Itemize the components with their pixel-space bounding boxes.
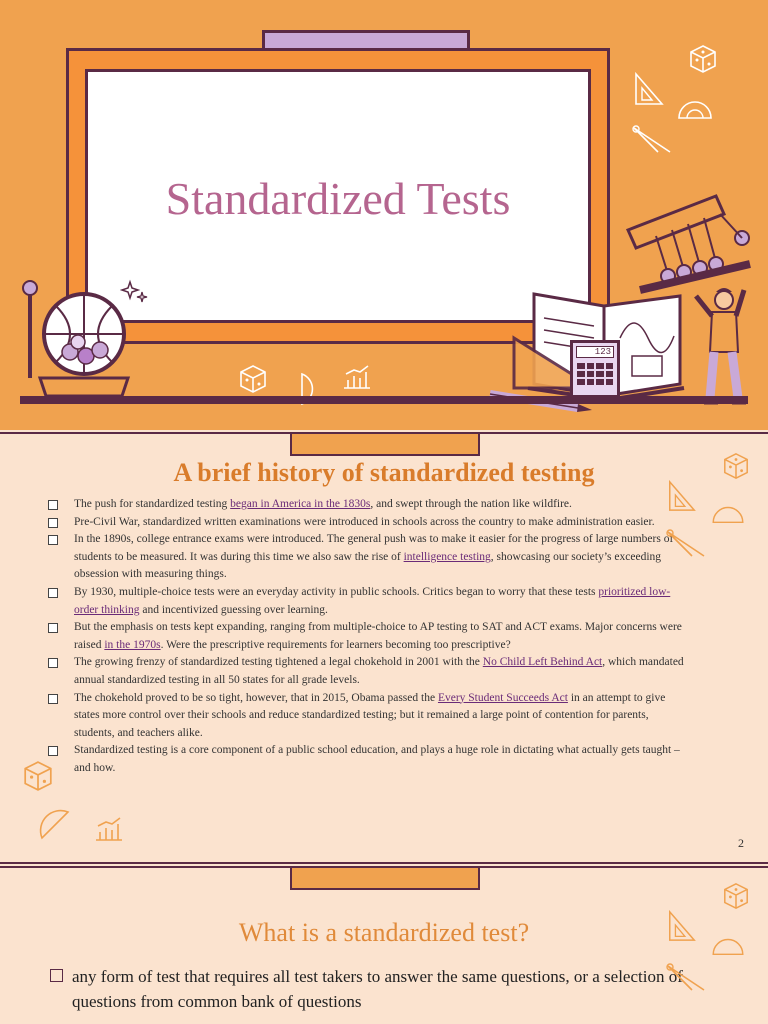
- history-link[interactable]: began in America in the 1830s: [230, 498, 371, 510]
- chalkboard-surface: [85, 69, 591, 323]
- history-link[interactable]: No Child Left Behind Act: [482, 656, 603, 669]
- list-item: By 1930, multiple-choice tests were an everyday activity in public schools. Critics began to worry that these tests prioritized low-order thinking and incentivized guessing over learning.: [48, 584, 688, 619]
- protractor-icon: [38, 806, 72, 842]
- compass-icon: [664, 960, 708, 994]
- definition-bullet: any form of test that requires all test takers to answer the same questions, or a selection of questions from common bank of questions: [50, 964, 690, 1014]
- slide-title: Standardized Tests: [165, 173, 511, 224]
- slide-top-tab: [290, 868, 480, 890]
- history-link[interactable]: prioritized low-order thinking: [74, 585, 671, 616]
- history-link[interactable]: Every Student Succeeds Act: [437, 691, 568, 704]
- person-icon: [686, 280, 750, 408]
- set-square-icon: [666, 908, 698, 944]
- dice-icon: [722, 452, 750, 480]
- history-slide: [0, 432, 768, 864]
- page-number: 2: [738, 836, 744, 850]
- bullet-checkbox-icon: [50, 969, 63, 982]
- list-item: The chokehold proved to be so tight, however, that in 2015, Obama passed the Every Student Succeeds Act in an attempt to give states more control over their schools and reduce standardized testing; but it remained a large point of contention for parents, students, and teachers alike.: [48, 690, 688, 743]
- definition-slide: [0, 866, 768, 1024]
- history-link[interactable]: intelligence testing: [403, 550, 491, 563]
- compass-icon: [664, 526, 708, 560]
- list-item: The push for standardized testing began in America in the 1830s, and swept through the nation like wildfire.: [48, 496, 688, 514]
- set-square-icon: [666, 478, 698, 514]
- slide-title: What is a standardized test?: [238, 918, 530, 947]
- bar-chart-icon: [340, 362, 374, 392]
- lottery-cage-icon: [18, 278, 138, 406]
- dice-icon: [688, 44, 718, 74]
- slide-title: A brief history of standardized testing: [173, 458, 595, 487]
- protractor-icon: [710, 934, 746, 958]
- list-item: The growing frenzy of standardized testing tightened a legal chokehold in 2001 with the No Child Left Behind Act, which mandated annual standardized testing in all 50 states for all grade levels.: [48, 654, 688, 689]
- bar-chart-icon: [92, 814, 126, 844]
- protractor-icon: [676, 96, 714, 122]
- protractor-icon: [710, 502, 746, 526]
- dice-icon: [722, 882, 750, 910]
- title-slide: [0, 0, 768, 430]
- list-item: Standardized testing is a core component of a public school education, and plays a huge role in dictating what actually gets taught – and how.: [48, 742, 688, 777]
- history-bullet-list: [48, 496, 688, 778]
- desk-shelf: [20, 396, 748, 404]
- set-square-icon: [632, 70, 666, 108]
- calculator-display: 123: [576, 346, 614, 358]
- list-item: In the 1890s, college entrance exams were introduced. The general push was to make it easier for the progress of large numbers of students to be measured. It was during this time we also saw the rise of intelligence testing, showcasing our society’s exceeding obsession with measuring things.: [48, 531, 688, 584]
- list-item: But the emphasis on tests kept expanding, ranging from multiple-choice to AP testing to SAT and ACT exams. Major concerns were raised in the 1970s. Were the prescriptive requirements for learners becoming too prescriptive?: [48, 619, 688, 654]
- slide-top-tab: [290, 434, 480, 456]
- dice-icon: [238, 364, 268, 394]
- dice-icon: [22, 760, 54, 792]
- compass-icon: [630, 122, 674, 156]
- list-item: Pre-Civil War, standardized written examinations were introduced in schools across the country to make administration easier.: [48, 514, 688, 532]
- history-link[interactable]: in the 1970s: [104, 638, 161, 651]
